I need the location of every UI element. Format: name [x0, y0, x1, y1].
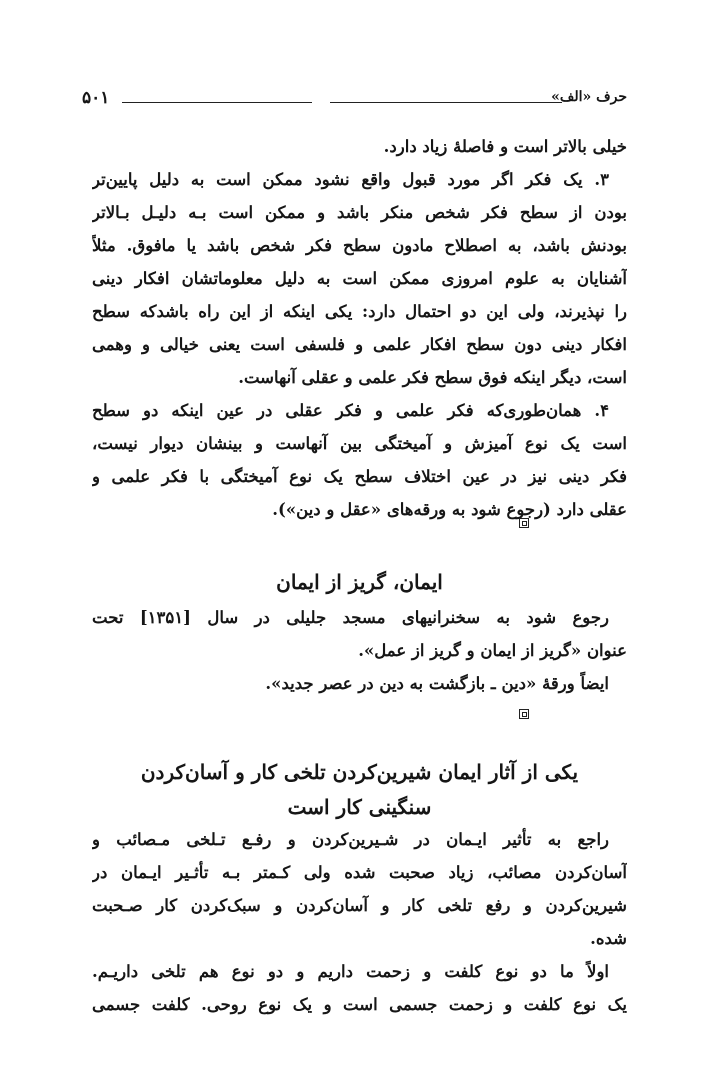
paragraph-line: بودن از سطح فکر شخص منکر باشد و ممکن است بـه دلیـل بـالاتر [92, 203, 627, 222]
paragraph-line: افکار دینی دون سطح افکار علمی و فلسفی است یعنی خیالی و وهمی [92, 335, 627, 354]
paragraph-line: شیرین‌کردن و رفع تلخی کار و آسان‌کردن و سبک‌کردن کار صـحبت [92, 896, 627, 915]
paragraph-line: آشنایان به علوم امروزی ممکن است به دلیل معلوماتشان افکار دینی [92, 269, 627, 288]
paragraph-line: عنوان «گریز از ایمان و گریز از عمل». [358, 641, 627, 660]
section-end-icon [519, 518, 529, 528]
paragraph-line: یک نوع کلفت و زحمت جسمی است و یک نوع روحی. کلفت جسمی [92, 995, 627, 1014]
paragraph-line: فکر دینی نیز در عین اختلاف سطح یک نوع آمیختگی با فکر علمی و [92, 467, 627, 486]
paragraph-line: اولاً ما دو نوع کلفت و زحمت داریم و دو نوع هم تلخی داریـم. [92, 962, 609, 981]
header-rule-right [330, 102, 562, 103]
paragraph-line: بودنش باشد، به اصطلاح مادون سطح فکر شخص باشد یا مافوق. مثلاً [92, 236, 627, 255]
section-3-heading-line-2: سنگینی کار است [287, 795, 432, 819]
section-2-heading: ایمان، گریز از ایمان [276, 570, 443, 594]
section-2-body [92, 601, 627, 700]
running-title: حرف «الف» [551, 89, 627, 105]
paragraph-line: آسان‌کردن مصائب، زیاد صحبت شده ولی کـمتر بـه تأثـیر ایـمان در [92, 863, 627, 882]
paragraph-line: ۴. همان‌طوری‌که فکر علمی و فکر عقلی در عین اینکه دو سطح [92, 401, 609, 420]
page-number: ۵۰۱ [82, 88, 110, 108]
section-end-icon [519, 709, 529, 719]
paragraph-line: ایضاً ورقهٔ «دین ـ بازگشت به دین در عصر جدید». [265, 674, 609, 693]
paragraph-line: ۳. یک فکر اگر مورد قبول واقع نشود ممکن است به دلیل پایین‌تر [92, 170, 609, 189]
paragraph-line: راجع به تأثیر ایـمان در شـیرین‌کردن و رفـع تـلخی مـصائب و [92, 830, 609, 849]
paragraph-line: عقلی دارد (رجوع شود به ورقه‌های «عقل و دین»). [272, 500, 627, 519]
paragraph-line: رجوع شود به سخنرانیهای مسجد جلیلی در سال [۱۳۵۱] تحت [92, 608, 609, 627]
header-rule-left [122, 102, 312, 103]
paragraph-line: شده. [590, 929, 627, 948]
paragraph-line: خیلی بالاتر است و فاصلهٔ زیاد دارد. [383, 137, 627, 156]
paragraph-line: است یک نوع آمیزش و آمیختگی بین آنهاست و بینشان دیوار نیست، [92, 434, 627, 453]
paragraph-line: است، دیگر اینکه فوق سطح فکر علمی و عقلی آنهاست. [238, 368, 627, 387]
section-3-heading-line-1: یکی از آثار ایمان شیرین‌کردن تلخی کار و آسان‌کردن [140, 760, 579, 784]
section-3-body [92, 823, 627, 1021]
running-header [82, 86, 627, 116]
paragraph-line: را نپذیرند، ولی این دو احتمال دارد: یکی اینکه از این راه باشدکه سطح [92, 302, 627, 321]
section-1-body [92, 130, 627, 526]
